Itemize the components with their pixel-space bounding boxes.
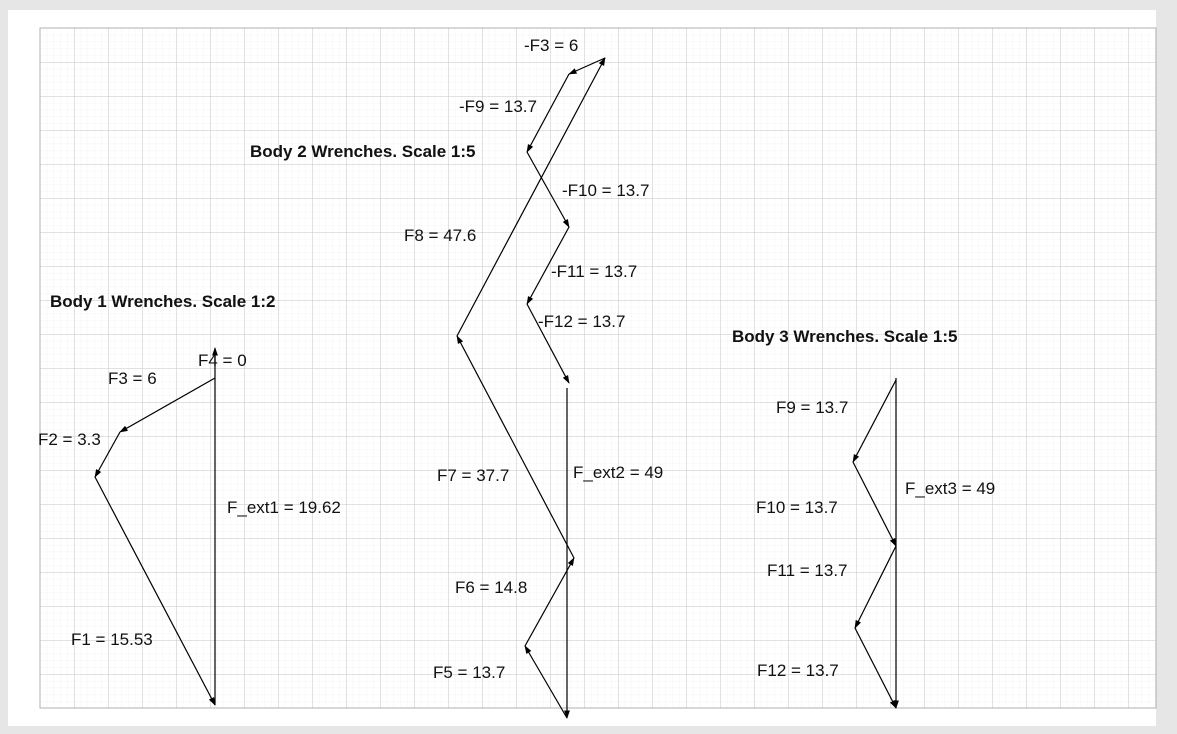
body1-f1-label: F1 = 15.53 (71, 630, 153, 649)
body2-minus-f9-label: -F9 = 13.7 (459, 97, 537, 116)
body3-fext-label: F_ext3 = 49 (905, 479, 996, 498)
body3-title: Body 3 Wrenches. Scale 1:5 (732, 327, 958, 346)
body2-minus-f11-label: -F11 = 13.7 (551, 262, 638, 281)
body1-f2-label: F2 = 3.3 (38, 430, 101, 449)
body1-f4-label: F4 = 0 (198, 351, 247, 370)
body2-f5-label: F5 = 13.7 (433, 663, 506, 682)
body3-f11-label: F11 = 13.7 (767, 561, 848, 580)
body2-f6-label: F6 = 14.8 (455, 578, 528, 597)
body2-f8-label: F8 = 47.6 (404, 226, 477, 245)
body3-f9-label: F9 = 13.7 (776, 398, 849, 417)
body1-fext-label: F_ext1 = 19.62 (227, 498, 341, 517)
body3-f12-label: F12 = 13.7 (757, 661, 839, 680)
body3-f10-label: F10 = 13.7 (756, 498, 838, 517)
body1-title: Body 1 Wrenches. Scale 1:2 (50, 292, 276, 311)
body2-f7-label: F7 = 37.7 (437, 466, 510, 485)
body2-fext-label: F_ext2 = 49 (573, 463, 664, 482)
body2-minus-f12-label: -F12 = 13.7 (538, 312, 626, 331)
body1-f3-label: F3 = 6 (108, 369, 157, 388)
body2-minus-f3-label: -F3 = 6 (524, 36, 579, 55)
body2-title: Body 2 Wrenches. Scale 1:5 (250, 142, 476, 161)
body2-minus-f10-label: -F10 = 13.7 (562, 181, 650, 200)
